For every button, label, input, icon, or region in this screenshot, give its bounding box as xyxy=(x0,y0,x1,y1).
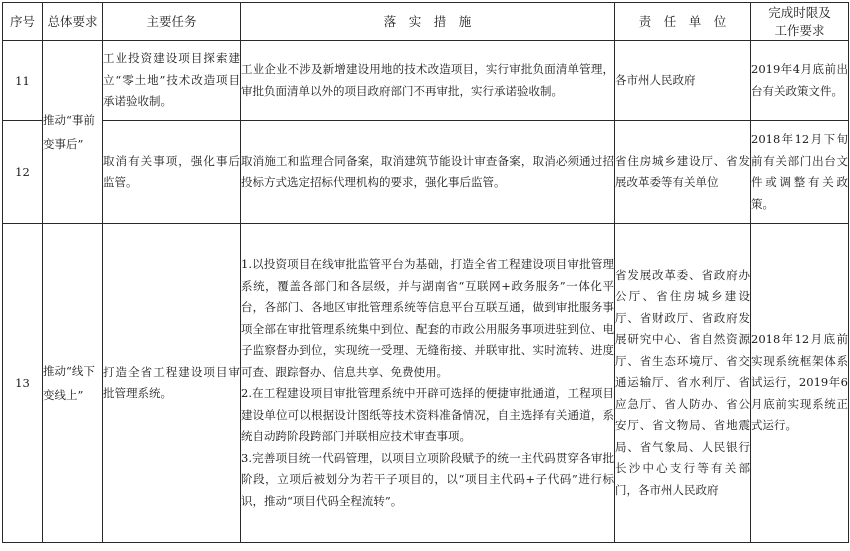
row-deadline: 2018年12月下旬前有关部门出台文件或调整有关政策。 xyxy=(751,121,849,224)
group-requirement: 推动“线下变线上” xyxy=(43,224,103,543)
row-no: 13 xyxy=(3,224,43,543)
row-task: 打造全省工程建设项目审批管理系统。 xyxy=(103,224,241,543)
header-measures: 落 实 措 施 xyxy=(241,3,615,41)
row-measures xyxy=(241,224,615,543)
measure-item: 2.在工程建设项目审批管理系统中开辟可选择的便捷审批通道，工程项目建设单位可以根据设计图纸等技术资料准备情况，自主选择有关通道，系统自动跨阶段跨部门并联相应技术审查事项。 xyxy=(241,386,614,443)
row-task: 工业投资建设项目探索建立“零土地”技术改造项目承诺验收制。 xyxy=(103,41,241,121)
row-measures: 取消施工和监理合同备案，取消建筑节能设计审查备案，取消必须通过招投标方式选定招标代理机构的要求，强化事后监管。 xyxy=(241,121,615,224)
row-measures: 工业企业不涉及新增建设用地的技术改造项目，实行审批负面清单管理，审批负面清单以外的项目政府部门不再审批，实行承诺验收制。 xyxy=(241,41,615,121)
row-deadline: 2019年4月底前出台有关政策文件。 xyxy=(751,41,849,121)
row-unit: 省发展改革委、省政府办公厅、省住房城乡建设厅、省财政厅、省政府发展研究中心、省自然资源厅、省生态环境厅、省交通运输厅、省水利厅、省应急厅、省人防办、省公安厅、省文物局、省地震局、省气象局、人民银行长沙中心支行等有关部门，各市州人民政府 xyxy=(615,224,751,543)
header-deadline-line1: 完成时限及 xyxy=(768,4,831,20)
header-deadline-line2: 工作要求 xyxy=(774,22,825,38)
row-unit: 各市州人民政府 xyxy=(615,41,751,121)
row-no: 12 xyxy=(3,121,43,224)
table-header-row xyxy=(3,3,849,41)
table-row xyxy=(3,224,849,543)
row-deadline: 2018年12月底前实现系统框架体系试运行，2019年6月底前实现系统正式运行。 xyxy=(751,224,849,543)
table-row xyxy=(3,41,849,121)
header-task: 主要任务 xyxy=(103,3,241,41)
header-deadline xyxy=(751,3,849,41)
measure-item: 3.完善项目统一代码管理，以项目立项阶段赋予的统一主代码贯穿各审批阶段，立项后被划分为若干子项目的，以“项目主代码+子代码”进行标识，推动“项目代码全程流转”。 xyxy=(241,450,614,508)
row-no: 11 xyxy=(3,41,43,121)
task-table xyxy=(2,2,849,543)
header-unit: 责 任 单 位 xyxy=(615,3,751,41)
row-unit: 省住房城乡建设厅、省发展改革委等有关单位 xyxy=(615,121,751,224)
row-task: 取消有关事项，强化事后监管。 xyxy=(103,121,241,224)
table-row xyxy=(3,121,849,224)
header-no: 序号 xyxy=(3,3,43,41)
measure-item: 1.以投资项目在线审批监管平台为基础，打造全省工程建设项目审批管理系统，覆盖各部门和各层级，并与湖南省“互联网+政务服务”一体化平台，各部门、各地区审批管理系统等信息平台互联互通，做到审批服务事项全部在审批管理系统集中到位、配套的市政公用服务事项进驻到位、电子监察督办到位，实现统一受理、无缝衔接、并联审批、实时流转、进度可查、跟踪督办、信息共享、免费使用。 xyxy=(241,257,614,379)
header-requirement: 总体要求 xyxy=(43,3,103,41)
group-requirement: 推动“事前变事后” xyxy=(43,41,103,224)
